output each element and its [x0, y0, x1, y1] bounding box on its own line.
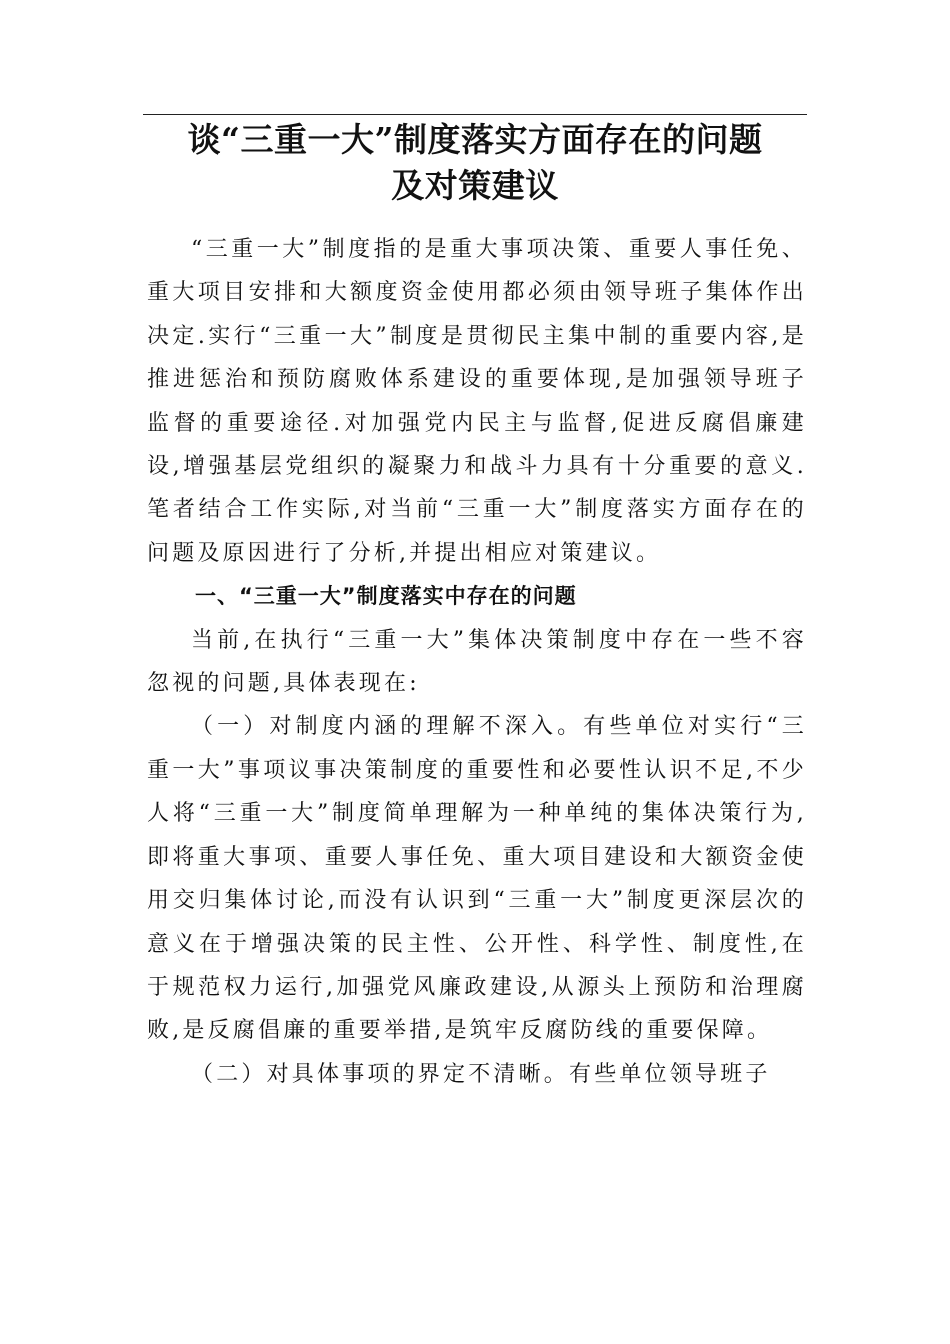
- title-line-2: 及对策建议: [391, 166, 559, 205]
- point-2-paragraph: （二）对具体事项的界定不清晰。有些单位领导班子: [191, 1061, 771, 1087]
- document-body: [147, 228, 807, 1096]
- section-1-lead-paragraph: 当前,在执行“三重一大”集体决策制度中存在一些不容忽视的问题,具体表现在:: [147, 627, 807, 697]
- header-rule: [143, 114, 807, 115]
- document-title: [143, 117, 807, 209]
- title-line-1: 谈“三重一大”制度落实方面存在的问题: [187, 120, 763, 159]
- intro-paragraph: “三重一大”制度指的是重大事项决策、重要人事任免、重大项目安排和大额度资金使用都必须由领导班子集体作出决定.实行“三重一大”制度是贯彻民主集中制的重要内容,是推进惩治和预防腐败体系建设的重要体现,是加强领导班子监督的重要途径.对加强党内民主与监督,促进反腐倡廉建设,增强基层党组织的凝聚力和战斗力具有十分重要的意义.笔者结合工作实际,对当前“三重一大”制度落实方面存在的问题及原因进行了分析,并提出相应对策建议。: [147, 237, 807, 566]
- section-1-heading: 一、“三重一大”制度落实中存在的问题: [195, 584, 577, 609]
- point-1-paragraph: （一）对制度内涵的理解不深入。有些单位对实行“三重一大”事项议事决策制度的重要性和必要性认识不足,不少人将“三重一大”制度简单理解为一种单纯的集体决策行为,即将重大事项、重要人事任免、重大项目建设和大额资金使用交归集体讨论,而没有认识到“三重一大”制度更深层次的意义在于增强决策的民主性、公开性、科学性、制度性,在于规范权力运行,加强党风廉政建设,从源头上预防和治理腐败,是反腐倡廉的重要举措,是筑牢反腐防线的重要保障。: [147, 714, 807, 1044]
